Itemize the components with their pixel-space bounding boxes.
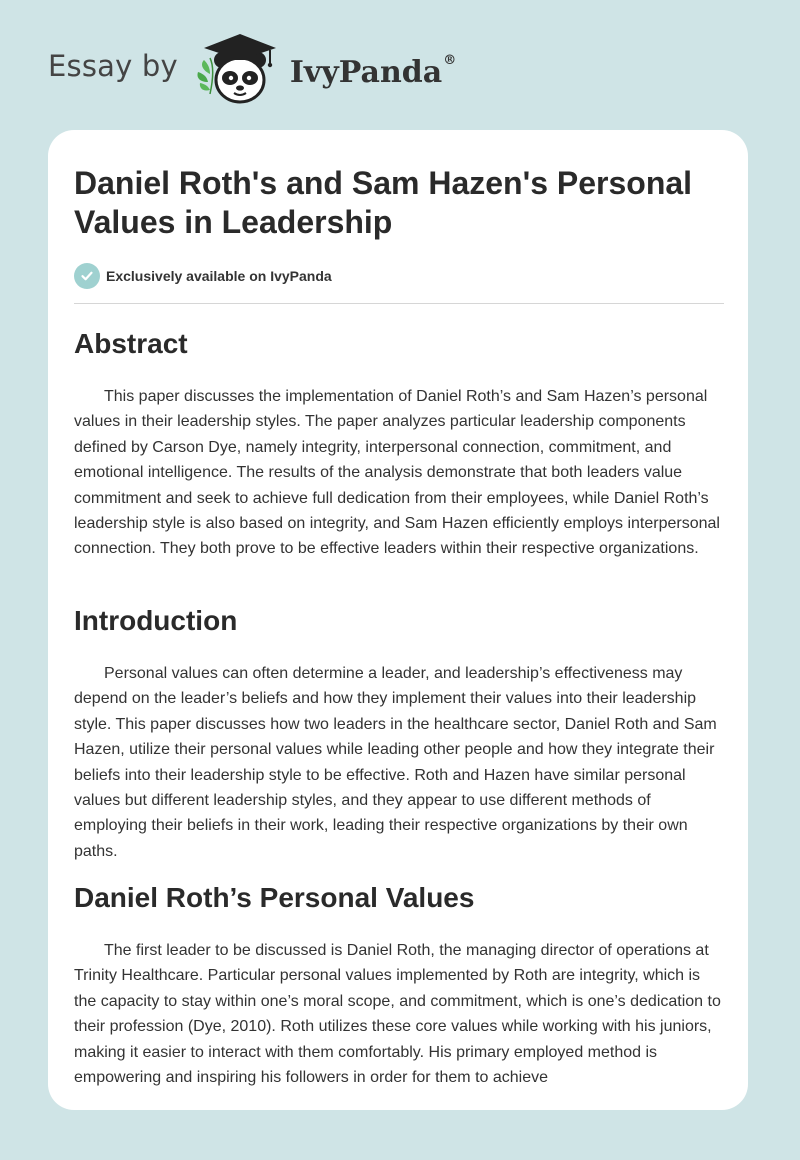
section-body-abstract: This paper discusses the implementation of Daniel Roth’s and Sam Hazen’s personal values in their leadership styles. The paper analyzes particular leadership components defined by Carson Dye, namely integrity, interpersonal connection, commitment, and emotional intelligence. The results of the analysis demonstrate that both leaders value commitment and seek to achieve full dedication from their employees, while Daniel Roth’s leadership style is also based on integrity, and Sam Hazen efficiently employs interpersonal connection. They both prove to be effective leaders within their respective organizations. [74,388,720,558]
badge-text: Exclusively available on IvyPanda [106,268,332,284]
brand-name[interactable]: IvyPanda® [289,52,457,90]
registered-mark: ® [443,52,457,68]
essay-card [48,130,748,1110]
section-body-introduction: Personal values can often determine a leader, and leadership’s effectiveness may depend on the leader’s beliefs and how they implement their values into their leadership style. This paper discusses how two leaders in the healthcare sector, Daniel Roth and Sam Hazen, utilize their personal values while leading other people and how they integrate their beliefs into their leadership style to be effective. Roth and Hazen have similar personal values but different leadership styles, and they appear to use different methods of employing their beliefs in their work, leading their respective organizations by their own paths. [74,665,717,860]
divider [74,303,724,304]
section-body-roth-values: The first leader to be discussed is Daniel Roth, the managing director of operations at Trinity Healthcare. Particular personal values implemented by Roth are integrity, which is the capacity to stay within one’s moral scope, and commitment, which is one’s dedication to their profession (Dye, 2010). Roth utilizes these core values while working with his juniors, making it easier to interact with them comfortably. His primary employed method is empowering and inspiring his followers in order for them to achieve [74,942,721,1087]
brand-prefix: Essay by [48,49,178,83]
exclusive-badge [74,263,332,289]
brand-header [48,30,456,110]
checkmark-icon [74,263,100,289]
section-heading-roth-values: Daniel Roth’s Personal Values [74,882,475,913]
panda-logo-icon[interactable] [196,30,282,110]
essay-title: Daniel Roth's and Sam Hazen's Personal Values in Leadership [74,165,693,240]
section-heading-abstract: Abstract [74,328,188,359]
section-heading-introduction: Introduction [74,605,238,636]
